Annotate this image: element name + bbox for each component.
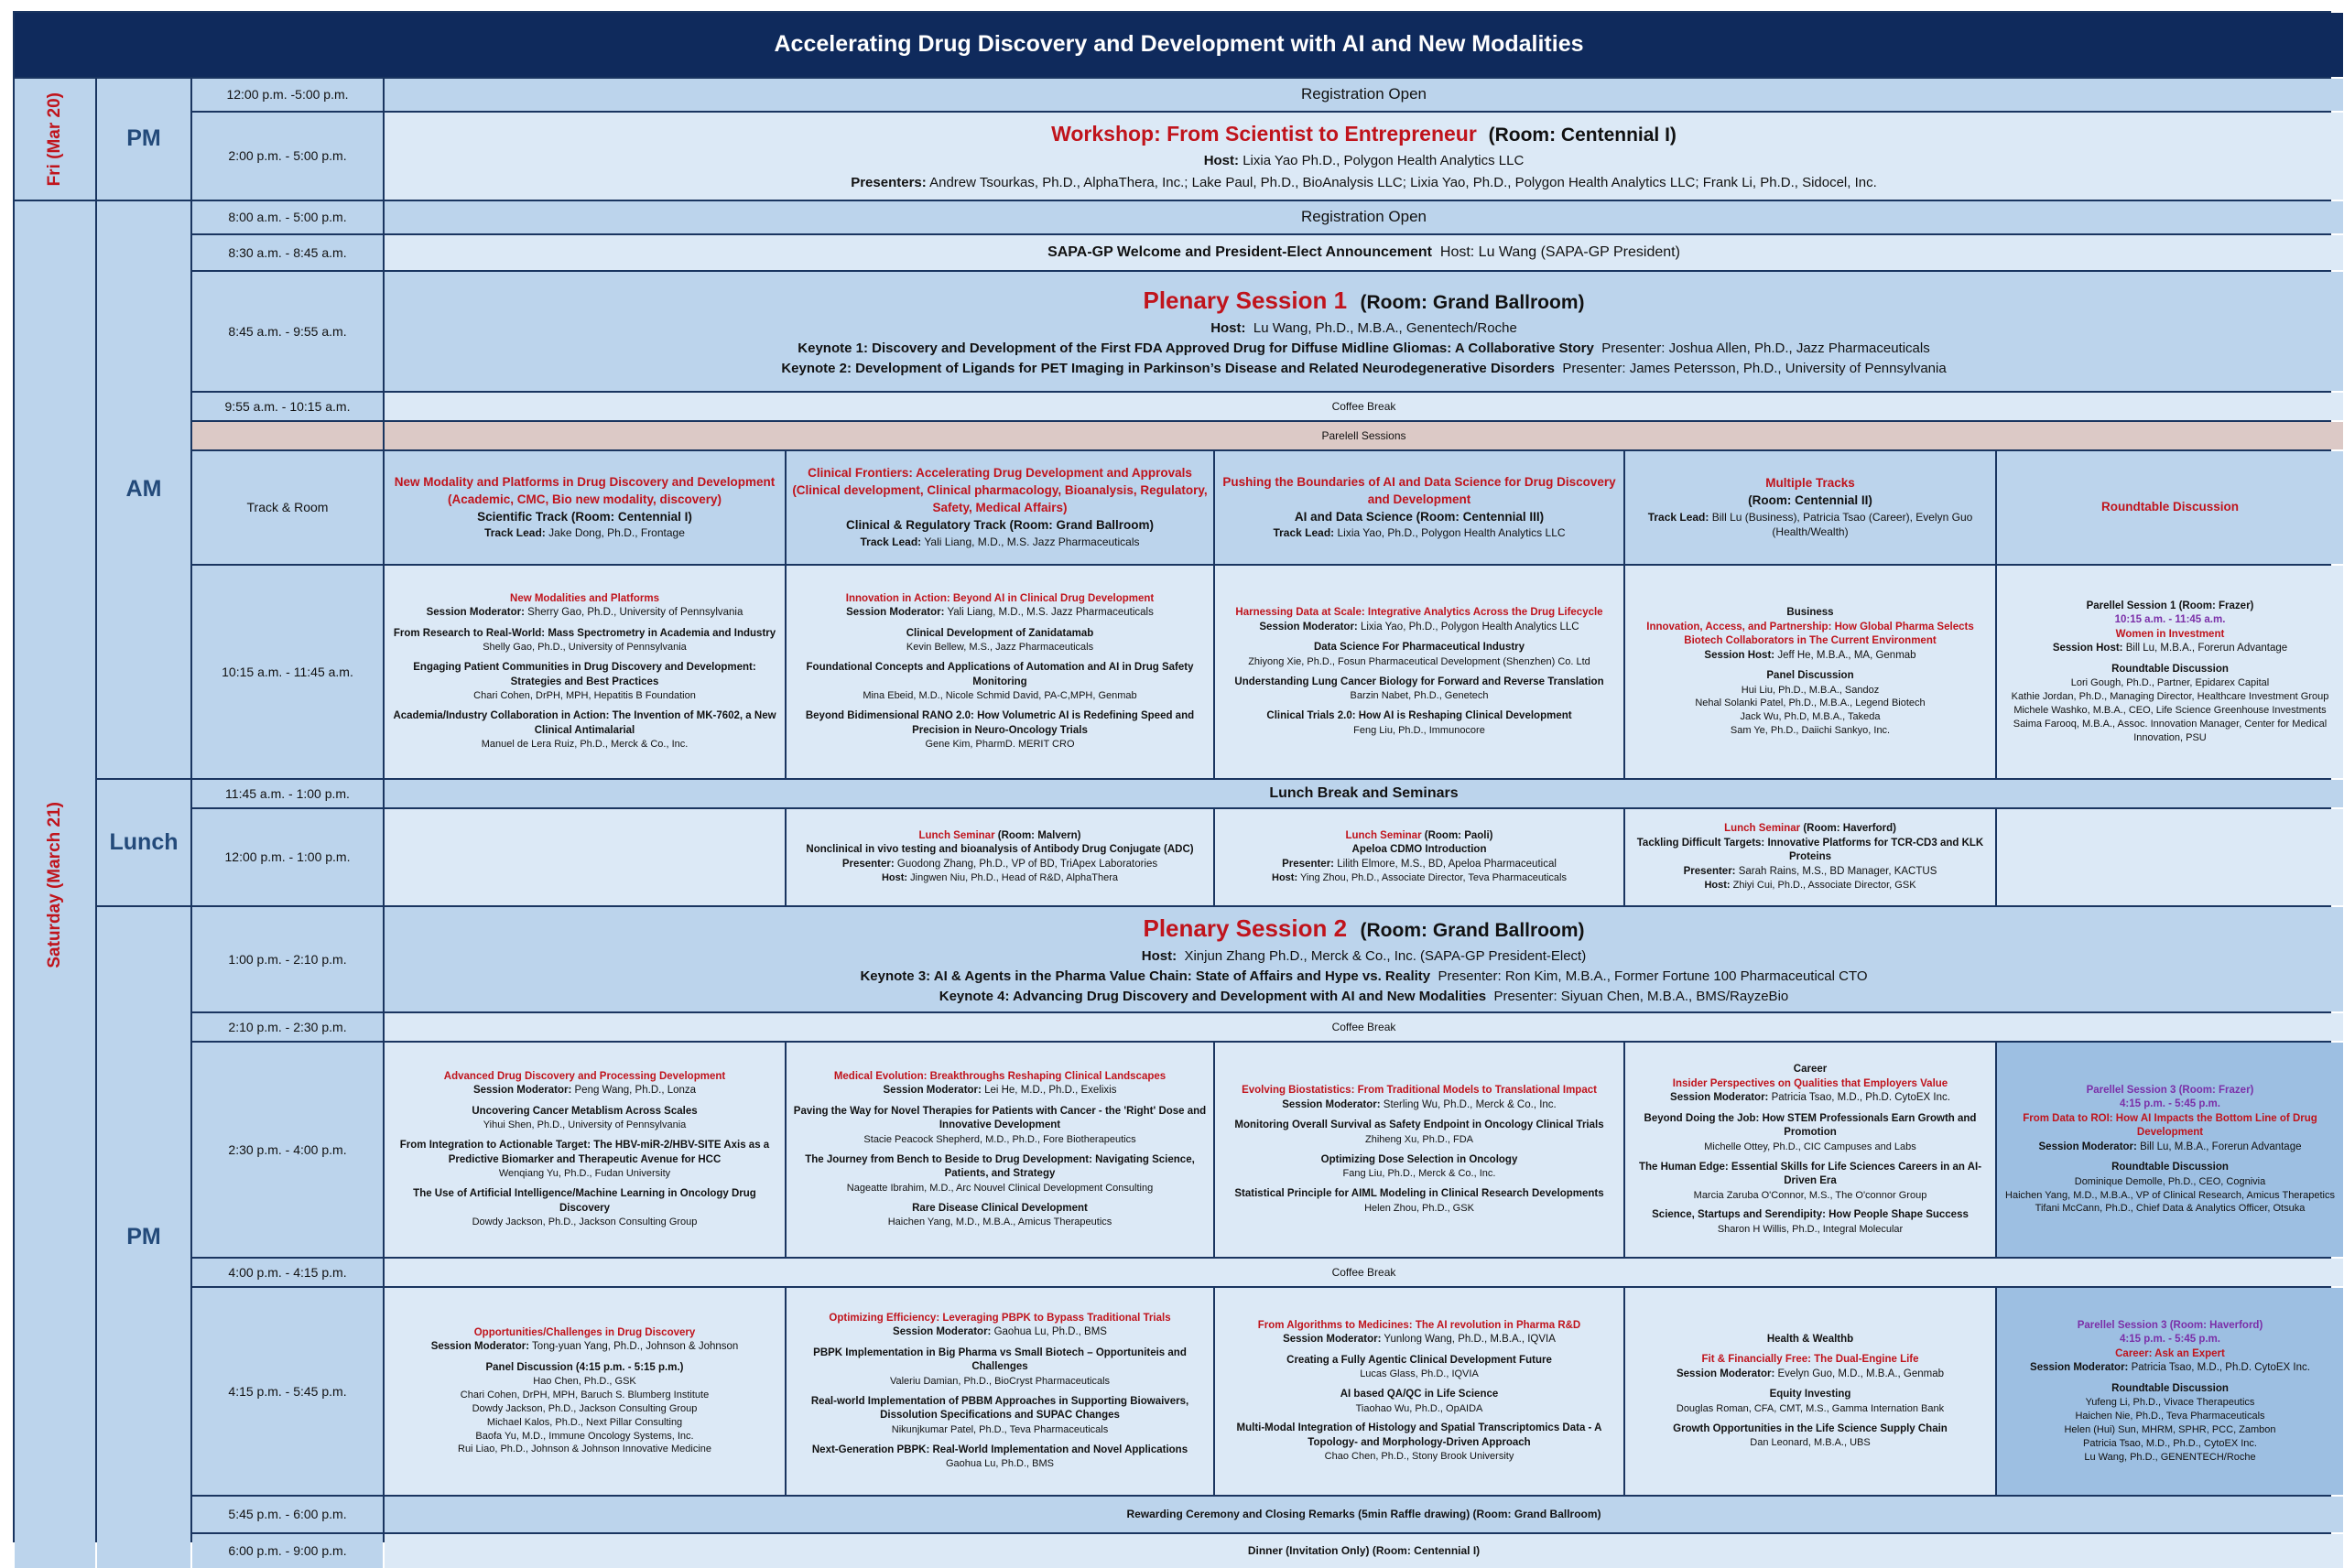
time-slot: 4:15 p.m. - 5:45 p.m. (192, 1288, 383, 1495)
talk-speaker: Marcia Zaruba O'Connor, M.S., The O'connor Group (1693, 1189, 1927, 1201)
workshop-host: Lixia Yao Ph.D., Polygon Health Analytics LLC (1243, 153, 1525, 169)
talk-title: Science, Startups and Serendipity: How People Shape Success (1652, 1209, 1969, 1221)
talk-title: PBPK Implementation in Big Pharma vs Small Biotech – Opportuniteis and Challenges (813, 1346, 1187, 1373)
talk-speaker: Tiaohao Wu, Ph.D., OpAIDA (1355, 1402, 1483, 1414)
track-2-room: Clinical & Regulatory Track (Room: Grand Ballroom) (845, 517, 1155, 532)
host: Bill Lu, M.B.A., Forerun Advantage (2125, 643, 2288, 654)
parallel-session-time: 4:15 p.m. - 5:45 p.m. (2120, 1098, 2220, 1110)
keynote-1: Keynote 1: Discovery and Development of the First FDA Approved Drug for Diffuse Midline Gliomas: A Collaborative Story (798, 340, 1594, 356)
moderator: Yali Liang, M.D., M.S. Jazz Pharmaceuticals (947, 607, 1154, 619)
talk-title: Equity Investing (1769, 1389, 1851, 1400)
talk-speaker: Gaohua Lu, Ph.D., BMS (945, 1458, 1054, 1470)
talk-speaker: Douglas Roman, CFA, CMT, M.S., Gamma Internation Bank (1676, 1402, 1945, 1414)
panelist: Dowdy Jackson, Ph.D., Jackson Consulting Group (472, 1402, 698, 1414)
session-title: Optimizing Efficiency: Leveraging PBPK to Bypass Traditional Trials (829, 1312, 1171, 1324)
host-label: Host: (1272, 872, 1298, 884)
moderator-label: Session Moderator: (1670, 1092, 1769, 1104)
talk-title: Academia/Industry Collaboration in Action: The Invention of MK-7602, a New Clinical Antimalarial (393, 710, 776, 736)
panelist: Rui Liao, Ph.D., Johnson & Johnson Innovative Medicine (458, 1444, 711, 1455)
parallel-session-head: Parellel Session 3 (Room: Frazer) (2086, 1084, 2254, 1096)
talk-speaker: Valeriu Damian, Ph.D., BioCryst Pharmaceuticals (889, 1375, 1111, 1387)
track-4-lead: Bill Lu (Business), Patricia Tsao (Career), Evelyn Guo (Health/Wealth) (1711, 510, 1973, 539)
keynote-1-presenter: Presenter: Joshua Allen, Ph.D., Jazz Pharmaceuticals (1601, 340, 1930, 356)
track-header-roundtable (1997, 451, 2343, 564)
panelist: Patricia Tsao, M.D., Ph.D., CytoEX Inc. (2083, 1437, 2257, 1449)
moderator: Sterling Wu, Ph.D., Merck & Co., Inc. (1383, 1098, 1557, 1110)
talk-speaker: Zhiheng Xu, Ph.D., FDA (1365, 1133, 1473, 1145)
keynote-3: Keynote 3: AI & Agents in the Pharma Value Chain: State of Affairs and Hype vs. Reality (860, 968, 1431, 984)
track-1-subtitle: (Academic, CMC, Bio new modality, discovery) (447, 492, 722, 506)
moderator: Patricia Tsao, M.D., Ph.D. CytoEX Inc. (2131, 1362, 2310, 1374)
lunch-seminar-malvern (787, 809, 1213, 905)
plenary-1-host: Lu Wang, Ph.D., M.B.A., Genentech/Roche (1253, 319, 1517, 336)
time-slot: 1:00 p.m. - 2:10 p.m. (192, 907, 383, 1011)
panelist: Kathie Jordan, Ph.D., Managing Director, Healthcare Investment Group (2011, 691, 2329, 703)
keynote-4-presenter: Presenter: Siyuan Chen, M.B.A., BMS/RayzeBio (1493, 989, 1789, 1005)
moderator-label: Session Moderator: (1282, 1098, 1381, 1110)
moderator-label: Session Moderator: (1676, 1368, 1775, 1379)
moderator-label: Session Moderator: (2038, 1141, 2137, 1152)
talk-speaker: Dowdy Jackson, Ph.D., Jackson Consulting Group (472, 1217, 698, 1228)
session-title: Innovation in Action: Beyond AI in Clinical Drug Development (845, 592, 1155, 604)
track-header-clinical (787, 451, 1213, 564)
talk-title: Creating a Fully Agentic Clinical Development Future (1286, 1354, 1552, 1366)
moderator: Tong-yuan Yang, Ph.D., Johnson & Johnson (532, 1341, 739, 1353)
time-slot: 4:00 p.m. - 4:15 p.m. (192, 1259, 383, 1286)
plenary-2-host: Xinjun Zhang Ph.D., Merck & Co., Inc. (SAPA-GP President-Elect) (1184, 947, 1587, 964)
moderator-label: Session Moderator: (2030, 1362, 2129, 1374)
parallel-session-head: Parellel Session 1 (Room: Frazer) (2086, 600, 2254, 611)
parallel-session-head: Parellel Session 3 (Room: Haverford) (2077, 1319, 2263, 1331)
time-slot: 11:45 a.m. - 1:00 p.m. (192, 780, 383, 807)
lunch-empty-cell (1997, 809, 2343, 905)
pm-session-1 (385, 1043, 785, 1257)
day-saturday (15, 201, 95, 1568)
workshop-block (385, 113, 2343, 200)
presenter: Guodong Zhang, Ph.D., VP of BD, TriApex Laboratories (896, 858, 1158, 870)
panelist: Saima Farooq, M.B.A., Assoc. Innovation Manager, Center for Medical Innovation, PSU (2013, 718, 2328, 743)
session-category: Health & Wealthb (1766, 1333, 1854, 1345)
time-slot: 5:45 p.m. - 6:00 p.m. (192, 1497, 383, 1532)
parallel-session-time: 10:15 a.m. - 11:45 a.m. (2114, 614, 2226, 626)
pm-session-4 (1625, 1043, 1995, 1257)
time-slot: 2:00 p.m. - 5:00 p.m. (192, 113, 383, 200)
session-category: Business (1786, 607, 1834, 619)
moderator: Peng Wang, Ph.D., Lonza (574, 1085, 697, 1097)
panelist: Lori Gough, Ph.D., Partner, Epidarex Capital (2070, 677, 2270, 689)
track-room-label: Track & Room (192, 451, 383, 564)
talk-speaker: Chari Cohen, DrPH, MPH, Hepatitis B Foundation (473, 690, 696, 702)
pm-session-5 (1997, 1043, 2343, 1257)
lunch-seminar-title: Nonclinical in vivo testing and bioanalysis of Antibody Drug Conjugate (ADC) (806, 844, 1194, 856)
panelist: Helen (Hui) Sun, MHRM, SPHR, PCC, Zambon (2064, 1423, 2276, 1435)
track-3-title: Pushing the Boundaries of AI and Data Science for Drug Discovery and Development (1222, 474, 1616, 506)
talk-title: From Integration to Actionable Target: The HBV-miR-2/HBV-SITE Axis as a Predictive Biomarker and Therapeutic Avenue for HCC (399, 1140, 770, 1165)
moderator: Yunlong Wang, Ph.D., M.B.A., IQVIA (1384, 1334, 1556, 1346)
panelist: Michele Washko, M.B.A., CEO, Life Science Greenhouse Investments (2013, 704, 2327, 716)
track-4-title: Multiple Tracks (1765, 475, 1855, 490)
talk-title: Uncovering Cancer Metablism Across Scales (472, 1105, 698, 1117)
pm2-session-3 (1215, 1288, 1623, 1495)
moderator-label: Session Moderator: (1259, 621, 1358, 633)
talk-title: Clinical Development of Zanidatamab (906, 627, 1094, 639)
session-title: Career: Ask an Expert (2115, 1347, 2225, 1359)
talk-title: From Research to Real-World: Mass Spectrometry in Academia and Industry (393, 627, 776, 639)
presenter: Sarah Rains, M.S., BD Manager, KACTUS (1738, 865, 1937, 877)
plenary-2-host-label: Host: (1141, 947, 1177, 964)
talk-speaker: Yihui Shen, Ph.D., University of Pennsylvania (483, 1119, 687, 1131)
moderator: Gaohua Lu, Ph.D., BMS (993, 1326, 1107, 1338)
pm2-session-1 (385, 1288, 785, 1495)
track-header-scientific (385, 451, 785, 564)
talk-title: Monitoring Overall Survival as Safety Endpoint in Oncology Clinical Trials (1234, 1119, 1604, 1131)
host-label: Host: (881, 872, 908, 884)
plenary-1-title: Plenary Session 1 (1143, 286, 1348, 314)
track-1-lead: Jake Dong, Ph.D., Frontage (548, 526, 685, 540)
lunch-seminar-room: (Room: Malvern) (997, 829, 1081, 841)
time-slot: 8:45 a.m. - 9:55 a.m. (192, 272, 383, 391)
talk-speaker: Feng Liu, Ph.D., Immunocore (1353, 724, 1485, 736)
talk-speaker: Nikunjkumar Patel, Ph.D., Teva Pharmaceuticals (891, 1423, 1109, 1435)
moderator: Bill Lu, M.B.A., Forerun Advantage (2140, 1141, 2302, 1152)
session-title: Women in Investment (2115, 628, 2225, 640)
talk-speaker: Nageatte Ibrahim, M.D., Arc Nouvel Clinical Development Consulting (846, 1182, 1154, 1194)
pm2-session-2 (787, 1288, 1213, 1495)
keynote-2: Keynote 2: Development of Ligands for PET Imaging in Parkinson’s Disease and Related Neurodegenerative Disorders (781, 361, 1555, 377)
lunch-seminar-room: (Room: Haverford) (1803, 823, 1896, 835)
period-lunch: Lunch (97, 780, 190, 905)
presenter: Lilith Elmore, M.S., BD, Apeloa Pharmaceutical (1337, 858, 1557, 870)
panelist: Dominique Demolle, Ph.D., CEO, Cognivia (2074, 1175, 2266, 1187)
plenary-2-block (385, 907, 2343, 1011)
lunch-seminar-title: Apeloa CDMO Introduction (1351, 844, 1487, 856)
session-title: From Data to ROI: How AI Impacts the Bottom Line of Drug Development (2023, 1112, 2317, 1139)
talk-speaker: Shelly Gao, Ph.D., University of Pennsylvania (483, 642, 687, 654)
talk-title: Foundational Concepts and Applications of Automation and AI in Drug Safety Monitoring (806, 662, 1194, 687)
talk-title: AI based QA/QC in Life Science (1340, 1389, 1499, 1400)
period-fri-pm: PM (97, 79, 190, 200)
talk-speaker: Kevin Bellew, M.S., Jazz Pharmaceuticals (906, 642, 1094, 654)
session-title: Evolving Biostatistics: From Traditional Models to Translational Impact (1242, 1085, 1597, 1097)
talk-title: Clinical Trials 2.0: How AI is Reshaping Clinical Development (1266, 710, 1572, 722)
talk-speaker: Chao Chen, Ph.D., Stony Brook University (1324, 1451, 1514, 1463)
plenary-1-block (385, 272, 2343, 391)
moderator: Lei He, M.D., Ph.D., Exelixis (984, 1085, 1117, 1097)
panelist: Michael Kalos, Ph.D., Next Pillar Consulting (486, 1416, 683, 1428)
closing-ceremony: Rewarding Ceremony and Closing Remarks (5min Raffle drawing) (Room: Grand Ballroom) (385, 1497, 2343, 1532)
registration-open: Registration Open (385, 201, 2343, 233)
track-4-room: (Room: Centennial II) (1748, 492, 1872, 507)
panelist: Hui Liu, Ph.D., M.B.A., Sandoz (1741, 684, 1880, 696)
talk-speaker: Michelle Ottey, Ph.D., CIC Campuses and Labs (1704, 1141, 1916, 1152)
lunch-seminar-title: Tackling Difficult Targets: Innovative Platforms for TCR-CD3 and KLK Proteins (1636, 837, 1984, 863)
talk-speaker: Sharon H Willis, Ph.D., Integral Molecular (1717, 1223, 1904, 1235)
session-category: Career (1793, 1064, 1828, 1076)
panel-label: Panel Discussion (1766, 670, 1854, 682)
talk-title: Growth Opportunities in the Life Science Supply Chain (1673, 1422, 1948, 1434)
talk-speaker: Gene Kim, PharmD. MERIT CRO (925, 739, 1075, 751)
period-am: AM (97, 201, 190, 778)
track-header-multiple (1625, 451, 1995, 564)
session-title: New Modalities and Platforms (510, 592, 659, 604)
keynote-2-presenter: Presenter: James Petersson, Ph.D., University of Pennsylvania (1562, 361, 1947, 377)
talk-speaker: Helen Zhou, Ph.D., GSK (1364, 1202, 1474, 1214)
panelist: Hao Chen, Ph.D., GSK (533, 1376, 636, 1388)
moderator: Lixia Yao, Ph.D., Polygon Health Analytics LLC (1360, 621, 1579, 633)
day-friday (15, 79, 95, 200)
moderator-label: Session Moderator: (883, 1085, 982, 1097)
track-4-lead-label: Track Lead: (1647, 510, 1709, 524)
session-title: From Algorithms to Medicines: The AI revolution in Pharma R&D (1257, 1319, 1581, 1331)
welcome-host: Host: Lu Wang (SAPA-GP President) (1439, 244, 1680, 261)
keynote-3-presenter: Presenter: Ron Kim, M.B.A., Former Fortune 100 Pharmaceutical CTO (1438, 968, 1868, 984)
talk-title: Paving the Way for Novel Therapies for Patients with Cancer - the 'Right' Dose and Innovative Development (793, 1105, 1207, 1131)
talk-title: Data Science For Pharmaceutical Industry (1313, 642, 1525, 654)
talk-speaker: Lucas Glass, Ph.D., IQVIA (1360, 1368, 1479, 1380)
session-title: Advanced Drug Discovery and Processing Development (443, 1070, 726, 1082)
presenter-label: Presenter: (1282, 858, 1334, 870)
talk-title: The Use of Artificial Intelligence/Machine Learning in Oncology Drug Discovery (413, 1188, 756, 1214)
session-title: Fit & Financially Free: The Dual-Engine Life (1701, 1354, 1919, 1366)
moderator-label: Session Moderator: (426, 607, 525, 619)
lunch-empty-cell (385, 809, 785, 905)
time-slot-empty (192, 422, 383, 449)
session-title: Medical Evolution: Breakthroughs Reshaping Clinical Landscapes (833, 1070, 1167, 1082)
panelist: Nehal Solanki Patel, Ph.D., M.B.A., Legend Biotech (1695, 697, 1926, 709)
talk-title: Real-world Implementation of PBBM Approaches in Supporting Biowaivers, Dissolution Specifications and SUPAC Changes (810, 1395, 1189, 1422)
talk-speaker: Wenqiang Yu, Ph.D., Fudan University (498, 1168, 671, 1180)
day-saturday-label: Saturday (March 21) (45, 801, 65, 968)
day-friday-label: Fri (Mar 20) (45, 92, 65, 187)
track-5-title: Roundtable Discussion (2100, 500, 2240, 514)
moderator-label: Session Moderator: (893, 1326, 992, 1338)
time-slot: 9:55 a.m. - 10:15 a.m. (192, 393, 383, 420)
talk-title: Understanding Lung Cancer Biology for Forward and Reverse Translation (1234, 676, 1604, 687)
talk-title: Beyond Doing the Job: How STEM Professionals Earn Growth and Promotion (1644, 1112, 1977, 1139)
host-label: Session Host: (2052, 643, 2123, 654)
time-slot: 6:00 p.m. - 9:00 p.m. (192, 1534, 383, 1568)
parallel-session-time: 4:15 p.m. - 5:45 p.m. (2120, 1334, 2220, 1346)
session-title: Innovation, Access, and Partnership: How Global Pharma Selects Biotech Collaborators in The Current Environment (1646, 621, 1974, 647)
panelist: Lu Wang, Ph.D., GENENTECH/Roche (2084, 1451, 2256, 1463)
moderator-label: Session Moderator: (1283, 1334, 1382, 1346)
host: Ying Zhou, Ph.D., Associate Director, Teva Pharmaceuticals (1299, 872, 1567, 884)
plenary-2-title: Plenary Session 2 (1143, 914, 1348, 942)
plenary-2-room: (Room: Grand Ballroom) (1360, 919, 1585, 941)
agenda-grid (13, 11, 2335, 1559)
talk-speaker: Stacie Peacock Shepherd, M.D., Ph.D., Fore Biotherapeutics (863, 1133, 1136, 1145)
moderator: Sherry Gao, Ph.D., University of Pennsylvania (527, 607, 743, 619)
roundtable-label: Roundtable Discussion (2111, 663, 2229, 675)
roundtable-label: Roundtable Discussion (2111, 1162, 2229, 1173)
workshop-host-label: Host: (1203, 153, 1240, 169)
am-session-1 (385, 566, 785, 778)
plenary-1-room: (Room: Grand Ballroom) (1360, 291, 1585, 313)
time-slot: 8:00 a.m. - 5:00 p.m. (192, 201, 383, 233)
host-label: Session Host: (1704, 649, 1775, 661)
workshop-presenters-label: Presenters: (851, 174, 927, 190)
talk-title: Beyond Bidimensional RANO 2.0: How Volumetric AI is Redefining Speed and Precision in Neuro-Oncology Trials (805, 710, 1195, 736)
agenda-title: Accelerating Drug Discovery and Development with AI and New Modalities (15, 13, 2343, 77)
host: Zhiyi Cui, Ph.D., Associate Director, GSK (1732, 880, 1916, 892)
talk-speaker: Dan Leonard, M.B.A., UBS (1750, 1437, 1871, 1449)
coffee-break: Coffee Break (385, 1259, 2343, 1286)
coffee-break: Coffee Break (385, 1013, 2343, 1041)
dinner: Dinner (Invitation Only) (Room: Centennial I) (385, 1534, 2343, 1568)
track-2-lead-label: Track Lead: (860, 535, 922, 548)
time-slot: 2:30 p.m. - 4:00 p.m. (192, 1043, 383, 1257)
track-1-lead-label: Track Lead: (484, 526, 546, 540)
panelist: Chari Cohen, DrPH, MPH, Baruch S. Blumberg Institute (460, 1390, 710, 1401)
keynote-4: Keynote 4: Advancing Drug Discovery and Development with AI and New Modalities (939, 989, 1487, 1005)
host: Jingwen Niu, Ph.D., Head of R&D, AlphaThera (910, 872, 1118, 884)
track-3-lead-label: Track Lead: (1273, 526, 1335, 540)
time-slot: 8:30 a.m. - 8:45 a.m. (192, 235, 383, 270)
plenary-1-host-label: Host: (1210, 319, 1246, 336)
lunch-header: Lunch Break and Seminars (385, 780, 2343, 807)
presenter-label: Presenter: (841, 858, 895, 870)
pm2-session-4 (1625, 1288, 1995, 1495)
presenter-label: Presenter: (1683, 865, 1736, 877)
time-slot: 12:00 p.m. -5:00 p.m. (192, 79, 383, 111)
talk-speaker: Fang Liu, Ph.D., Merck & Co., Inc. (1342, 1168, 1496, 1180)
talk-title: Rare Disease Clinical Development (912, 1202, 1088, 1214)
track-header-ai (1215, 451, 1623, 564)
lunch-seminar-label: Lunch Seminar (918, 829, 995, 841)
lunch-seminar-label: Lunch Seminar (1345, 829, 1422, 841)
lunch-seminar-room: (Room: Paoli) (1424, 829, 1493, 841)
time-slot: 10:15 a.m. - 11:45 a.m. (192, 566, 383, 778)
session-title: Insider Perspectives on Qualities that Employers Value (1672, 1077, 1948, 1089)
talk-title: Statistical Principle for AIML Modeling in Clinical Research Developments (1234, 1188, 1604, 1200)
am-session-5 (1997, 566, 2343, 778)
am-session-4 (1625, 566, 1995, 778)
lunch-seminar-label: Lunch Seminar (1724, 823, 1801, 835)
lunch-seminar-haverford (1625, 809, 1995, 905)
workshop-presenters: Andrew Tsourkas, Ph.D., AlphaThera, Inc.; Lake Paul, Ph.D., BioAnalysis LLC; Lixia Yao, Ph.D., Polygon Health Analytics LLC; Frank Li, Ph.D., Sidocel, Inc. (929, 174, 1877, 190)
talk-title: Optimizing Dose Selection in Oncology (1320, 1153, 1518, 1165)
talk-speaker: Manuel de Lera Ruiz, Ph.D., Merck & Co., Inc. (481, 739, 689, 751)
talk-speaker: Mina Ebeid, M.D., Nicole Schmid David, PA-C,MPH, Genmab (863, 690, 1137, 702)
panelist: Haichen Yang, M.D., M.B.A., VP of Clinical Research, Amicus Therapetics (2005, 1189, 2335, 1201)
talk-speaker: Zhiyong Xie, Ph.D., Fosun Pharmaceutical Development (Shenzhen) Co. Ltd (1248, 655, 1590, 667)
time-slot: 2:10 p.m. - 2:30 p.m. (192, 1013, 383, 1041)
welcome-block (385, 235, 2343, 270)
talk-title: The Human Edge: Essential Skills for Life Sciences Careers in an AI-Driven Era (1638, 1161, 1982, 1187)
panelist: Sam Ye, Ph.D., Daiichi Sankyo, Inc. (1730, 725, 1891, 737)
registration-open: Registration Open (385, 79, 2343, 111)
track-2-title: Clinical Frontiers: Accelerating Drug Development and Approvals (Clinical development, Clinical pharmacology, Bioanalysis, Regulatory, Safety, Medical Affairs) (792, 466, 1208, 515)
moderator-label: Session Moderator: (472, 1085, 572, 1097)
talk-title: Engaging Patient Communities in Drug Discovery and Development: Strategies and Best Practices (413, 662, 756, 687)
track-3-lead: Lixia Yao, Ph.D., Polygon Health Analytics LLC (1337, 526, 1566, 540)
workshop-title: Workshop: From Scientist to Entrepreneur (1051, 122, 1477, 146)
track-1-room: Scientific Track (Room: Centennial I) (477, 509, 692, 524)
talk-title: Next-Generation PBPK: Real-World Implementation and Novel Applications (811, 1444, 1188, 1455)
moderator-label: Session Moderator: (430, 1341, 530, 1353)
panel-label: Panel Discussion (4:15 p.m. - 5:15 p.m.) (485, 1361, 684, 1373)
moderator: Patricia Tsao, M.D., Ph.D. CytoEX Inc. (1771, 1092, 1950, 1104)
host-label: Host: (1704, 880, 1731, 892)
period-sat-pm: PM (97, 907, 190, 1568)
talk-speaker: Haichen Yang, M.D., M.B.A., Amicus Therapeutics (887, 1217, 1112, 1228)
moderator-label: Session Moderator: (846, 607, 945, 619)
talk-title: The Journey from Bench to Beside to Drug Development: Navigating Science, Patients, and Strategy (805, 1153, 1195, 1180)
host: Jeff He, M.B.A., MA, Genmab (1777, 649, 1916, 661)
track-3-room: AI and Data Science (Room: Centennial III) (1294, 509, 1545, 524)
am-session-2 (787, 566, 1213, 778)
parallel-sessions-header: Parelell Sessions (385, 422, 2343, 449)
workshop-room: (Room: Centennial I) (1488, 124, 1677, 146)
panelist: Jack Wu, Ph.D, M.B.A., Takeda (1740, 711, 1881, 723)
pm-session-2 (787, 1043, 1213, 1257)
pm2-session-5 (1997, 1288, 2343, 1495)
roundtable-label: Roundtable Discussion (2111, 1382, 2229, 1394)
session-title: Opportunities/Challenges in Drug Discovery (473, 1326, 696, 1338)
talk-speaker: Barzin Nabet, Ph.D., Genetech (1350, 690, 1489, 702)
talk-title: Multi-Modal Integration of Histology and Spatial Transcriptomics Data - A Topology- and Morphology-Driven Approach (1236, 1422, 1602, 1448)
am-session-3 (1215, 566, 1623, 778)
track-2-lead: Yali Liang, M.D., M.S. Jazz Pharmaceuticals (924, 535, 1140, 548)
coffee-break: Coffee Break (385, 393, 2343, 420)
welcome-title: SAPA-GP Welcome and President-Elect Announcement (1047, 244, 1432, 261)
lunch-seminar-paoli (1215, 809, 1623, 905)
panelist: Baofa Yu, M.D., Immune Oncology Systems, Inc. (475, 1430, 694, 1442)
pm-session-3 (1215, 1043, 1623, 1257)
panelist: Tifani McCann, Ph.D., Chief Data & Analytics Officer, Otsuka (2035, 1203, 2306, 1215)
session-title: Harnessing Data at Scale: Integrative Analytics Across the Drug Lifecycle (1235, 607, 1603, 619)
panelist: Haichen Nie, Ph.D., Teva Pharmaceuticals (2075, 1411, 2265, 1422)
moderator: Evelyn Guo, M.D., M.B.A., Genmab (1777, 1368, 1945, 1379)
time-slot: 12:00 p.m. - 1:00 p.m. (192, 809, 383, 905)
track-1-title: New Modality and Platforms in Drug Discovery and Development (394, 474, 776, 489)
panelist: Yufeng Li, Ph.D., Vivace Therapeutics (2085, 1397, 2255, 1409)
